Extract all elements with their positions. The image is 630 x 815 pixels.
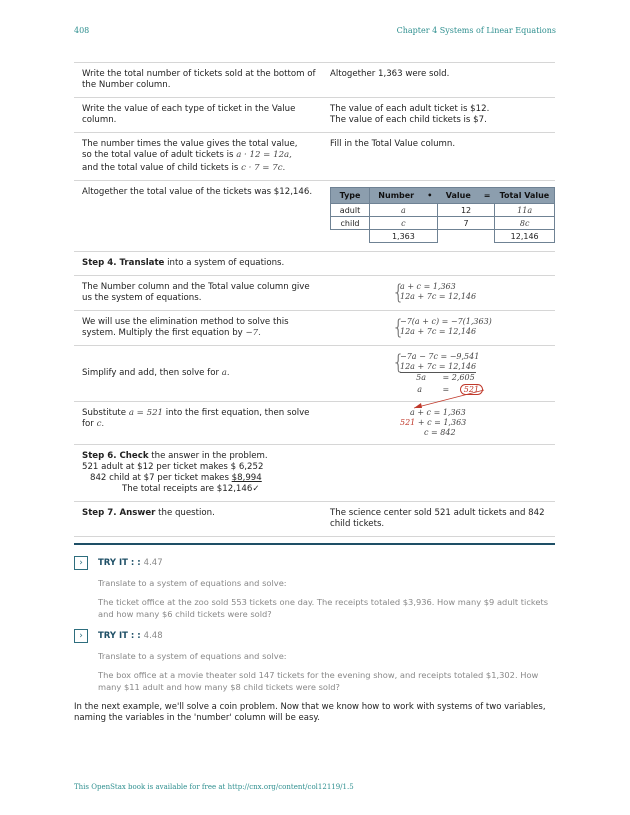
equation: −7a − 7c = −9,541 (400, 352, 480, 361)
row-right (322, 408, 555, 438)
cell (331, 230, 370, 243)
try-instruction: Translate to a system of equations and solve: (98, 651, 287, 661)
col-header: • (422, 188, 437, 204)
term: + c = 1,363 (417, 418, 467, 427)
equation: c = 842 (424, 428, 456, 437)
try-text: The ticket office at the zoo sold 553 tickets one day. The receipts totaled $3,936. How many $9 adult tickets and how many $6 child tickets were sold? (98, 597, 549, 619)
step-row-total-value (74, 133, 555, 181)
math: −7. (245, 328, 261, 338)
brace-icon: { (392, 350, 405, 374)
cell: c (370, 217, 438, 230)
closing-paragraph: In the next example, we'll solve a coin problem. Now that we know how to work with systems of two variables, naming the variables in the 'number' column will be easy. (74, 702, 546, 723)
check-line (82, 473, 282, 484)
equation: a + c = 1,363 (400, 282, 456, 291)
step-label: Step 6. Check (82, 451, 149, 461)
try-number: 4.48 (143, 631, 163, 641)
cell (437, 230, 495, 243)
math: c · 7 = 7c. (241, 163, 286, 173)
col-header: = (479, 188, 494, 204)
row-right: Altogether 1,363 were sold. (330, 69, 450, 79)
cell: 12,146 (495, 230, 555, 243)
cell: 12 (437, 204, 495, 217)
line (82, 163, 322, 174)
try-it-4-47 (74, 556, 555, 620)
term: 521 (400, 418, 416, 427)
chevron-right-icon[interactable]: › (74, 556, 88, 570)
math: a. (221, 368, 230, 378)
text: so the total value of adult tickets is (82, 150, 234, 160)
step-4-heading (74, 252, 555, 276)
answer-circle: 521 (460, 384, 483, 395)
row-right: Fill in the Total Value column. (330, 139, 456, 149)
equation: −7(a + c) = −7(1,363) (400, 317, 492, 326)
step-7-answer (74, 502, 555, 537)
step-row-table (74, 181, 555, 252)
equation: a + c = 1,363 (410, 408, 466, 417)
row-left: Write the value of each type of ticket in the Value column. (82, 104, 296, 125)
try-header (74, 629, 555, 643)
math: c. (96, 419, 105, 429)
col-header: Value (437, 188, 479, 204)
cell: 7 (437, 217, 495, 230)
step-row-value (74, 98, 555, 133)
term: = (442, 385, 450, 394)
step-row-total-number (74, 62, 555, 98)
equation (400, 373, 555, 383)
chevron-right-icon[interactable]: › (74, 629, 88, 643)
row-left: Write the total number of tickets sold at the bottom of the Number column. (82, 69, 316, 90)
step-label: Step 4. Translate (82, 258, 165, 268)
cell: 1,363 (370, 230, 438, 243)
try-header (74, 556, 555, 570)
cell: adult (331, 204, 370, 217)
divider (74, 543, 555, 545)
cell: child (331, 217, 370, 230)
row-left (82, 408, 322, 438)
table-row (331, 230, 555, 243)
solution-steps (74, 62, 555, 537)
equation-system (392, 282, 555, 302)
text: and the total value of child tickets is (82, 163, 239, 173)
equation: 12a + 7c = 12,146 (400, 327, 477, 336)
step-text: the answer in the problem. (148, 451, 268, 461)
row-left (82, 317, 322, 339)
table-row (331, 204, 555, 217)
table-row (331, 217, 555, 230)
term: a (417, 385, 422, 394)
line (82, 150, 322, 161)
step-row-system (74, 276, 555, 311)
text: We will use the elimination method to solve this system. Multiply the first equation by (82, 317, 289, 338)
row-left (82, 508, 322, 530)
row-right (322, 282, 555, 304)
term: = 2,605 (442, 373, 475, 382)
equation-system (392, 317, 555, 337)
try-label: TRY IT : : (98, 631, 141, 641)
step-text: into a system of equations. (164, 258, 285, 268)
brace-icon: { (392, 280, 405, 304)
cell: 8c (495, 217, 555, 230)
try-instruction: Translate to a system of equations and solve: (98, 578, 287, 588)
row-left (82, 139, 322, 174)
page-number: 408 (74, 26, 90, 35)
text: Substitute (82, 408, 127, 418)
row-left (82, 258, 284, 269)
equation: 12a + 7c = 12,146 (400, 362, 477, 371)
row-right (322, 317, 555, 339)
row-right: The science center sold 521 adult tickets and 842 child tickets. (330, 508, 545, 529)
math: a · 12 = 12a, (236, 150, 292, 160)
row-left: Altogether the total value of the tickets was $12,146. (82, 187, 313, 197)
arrow-icon (408, 388, 488, 412)
term: 5a (416, 373, 426, 382)
step-6-check (74, 445, 555, 502)
line: The value of each child tickets is $7. (330, 115, 487, 125)
line: The value of each adult ticket is $12. (330, 104, 490, 114)
chapter-title: Chapter 4 Systems of Linear Equations (396, 26, 556, 35)
brace-icon: { (392, 315, 405, 339)
try-text: The box office at a movie theater sold 147 tickets for the evening show, and receipts totaled $1,302. How many $11 adult and how many $8 child tickets were sold? (98, 670, 539, 692)
step-label: Step 7. Answer (82, 508, 156, 518)
line (82, 451, 282, 462)
try-number: 4.47 (143, 558, 163, 568)
line: The number times the value gives the total value, (82, 139, 298, 149)
text: $8,994 (231, 473, 262, 483)
check-line: The total receipts are $12,146✓ (122, 484, 260, 494)
text: into the first equation, then solve for (82, 408, 310, 429)
footer: This OpenStax book is available for free at http://cnx.org/content/col12119/1.5 (74, 783, 354, 791)
value-table (330, 187, 555, 243)
equation: 12a + 7c = 12,146 (400, 292, 477, 301)
row-right (322, 104, 555, 126)
try-it-4-48 (74, 629, 555, 693)
row-left: The Number column and the Total value column give us the system of equations. (82, 282, 310, 303)
text: 842 child at $7 per ticket makes (90, 473, 229, 483)
math: a = 521 (128, 408, 164, 418)
step-row-substitute (74, 402, 555, 445)
cell: 11a (495, 204, 555, 217)
text: Simplify and add, then solve for (82, 368, 220, 378)
row-right (322, 187, 555, 243)
step-text: the question. (155, 508, 215, 518)
check-line: 521 adult at $12 per ticket makes $ 6,252 (82, 462, 264, 472)
row-left (82, 368, 322, 379)
try-label: TRY IT : : (98, 558, 141, 568)
col-header: Number (370, 188, 423, 204)
row-left (82, 451, 282, 495)
col-header: Type (331, 188, 370, 204)
step-row-elimination (74, 311, 555, 346)
equation (400, 418, 555, 428)
cell: a (370, 204, 438, 217)
col-header: Total Value (495, 188, 555, 204)
